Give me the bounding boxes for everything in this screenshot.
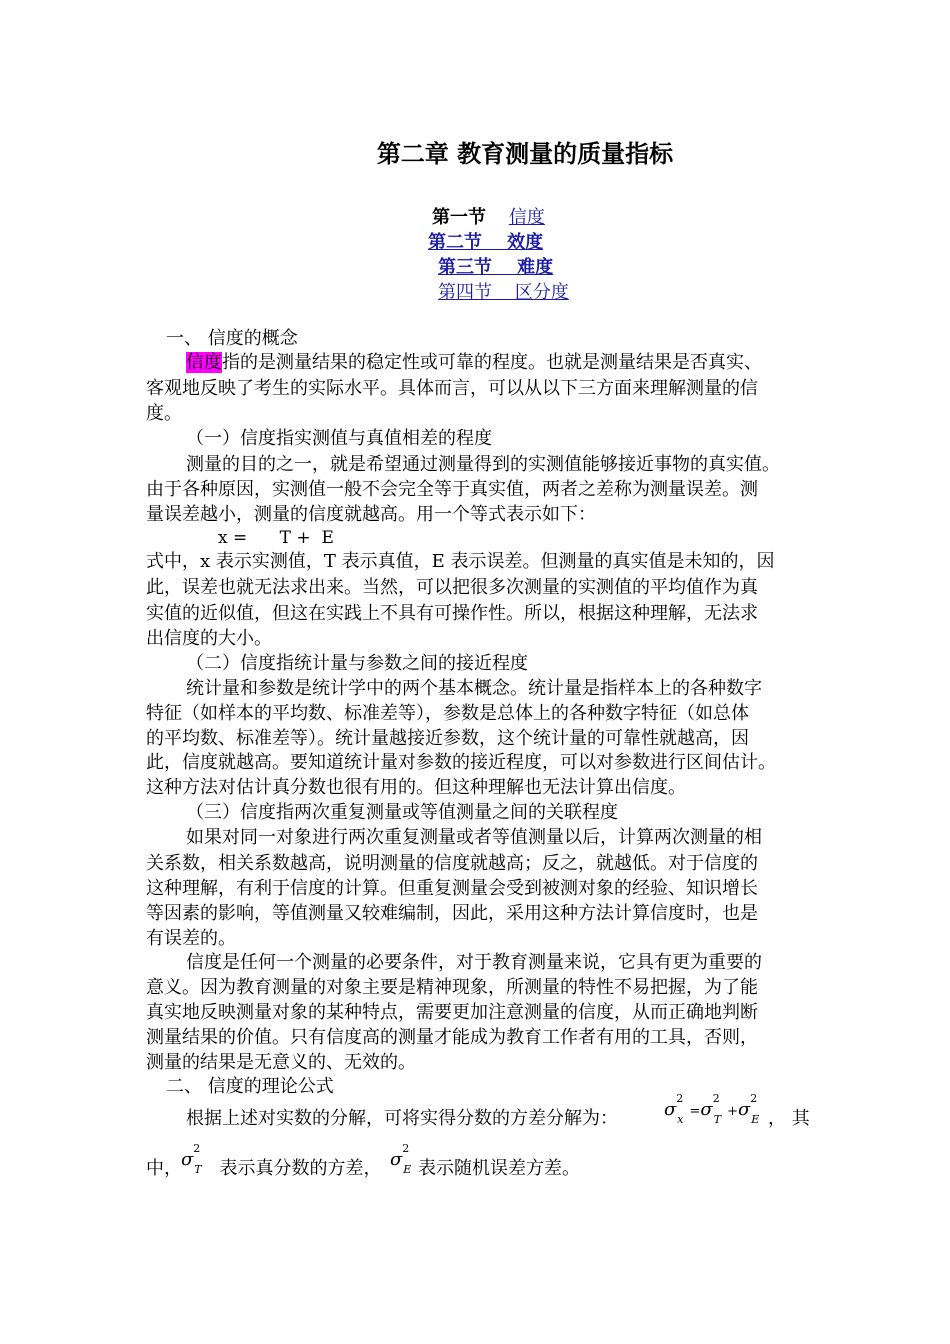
superscript: 2	[750, 1092, 758, 1105]
sec1-line-1	[186, 350, 762, 376]
sec1-line-2: 客观地反映了考生的实际水平。具体而言，可以从以下三方面来理解测量的信	[146, 378, 758, 399]
sub3-line-3: 这种理解，有利于信度的计算。但重复测量会受到被测对象的经验、知识增长	[146, 878, 758, 899]
toc-name-2: 效度	[507, 232, 544, 253]
toc-name-4: 区分度	[514, 282, 569, 303]
sub2-line-3: 的平均数、标准差等）。统计量越接近参数，这个统计量的可靠性就越高，因	[146, 728, 749, 749]
sigma-symbol: σ	[390, 1149, 403, 1170]
para-line-4: 测量结果的价值。只有信度高的测量才能成为教育工作者有用的工具，否则，	[146, 1027, 758, 1048]
sub1-line-6: 实值的近似值，但这在实践上不具有可操作性。所以，根据这种理解，无法求	[146, 603, 758, 624]
sub1-line-1: 测量的目的之一，就是希望通过测量得到的实测值能够接近事物的真实值。	[186, 454, 780, 475]
section-2-heading: 二、 信度的理论公式	[166, 1076, 334, 1097]
sub3-line-2: 关系数，相关系数越高，说明测量的信度就越高；反之，就越低。对于信度的	[146, 853, 758, 874]
para-line-3: 真实地反映测量对象的某种特点，需要更加注意测量的信度，从而正确地判断	[146, 1002, 758, 1023]
para-line-5: 测量的结果是无意义的、无效的。	[146, 1052, 416, 1073]
sub2-line-4: 此，信度就越高。要知道统计量对参数的接近程度，可以对参数进行区间估计。	[146, 752, 776, 773]
toc-link-validity[interactable]	[428, 228, 543, 254]
sub2-line-5: 这种方法对估计真分数也很有用的。但这种理解也无法计算出信度。	[146, 777, 686, 798]
sub-2-heading: （二）信度指统计量与参数之间的接近程度	[186, 653, 528, 674]
superscript: 2	[676, 1092, 684, 1105]
superscript: 2	[193, 1142, 201, 1155]
sub1-line-4: 式中，x 表示实测值，T 表示真值，E 表示误差。但测量的真实值是未知的，因	[146, 551, 775, 572]
sec2-line-1: 根据上述对实数的分解，可将实得分数的方差分解为：	[186, 1108, 618, 1129]
subscript-x: x	[677, 1112, 684, 1126]
sigma-e-formula	[390, 1142, 417, 1176]
sec2-line-2-a: 中，	[146, 1158, 182, 1179]
superscript: 2	[402, 1142, 410, 1155]
sub3-line-1: 如果对同一对象进行两次重复测量或者等值测量以后，计算两次测量的相	[186, 827, 762, 848]
sigma-t-formula	[181, 1142, 208, 1176]
para-line-2: 意义。因为教育测量的对象主要是精神现象，所测量的特性不易把握，为了能	[146, 977, 758, 998]
subscript-t: T	[713, 1112, 722, 1126]
toc-num-3: 第三节	[438, 257, 492, 278]
para-line-1: 信度是任何一个测量的必要条件，对于教育测量来说，它具有更为重要的	[186, 952, 762, 973]
sigma-symbol: σ	[700, 1099, 713, 1120]
formula-xte: x = T + E	[218, 528, 334, 548]
toc-name-3: 难度	[517, 257, 554, 278]
sub1-line-2: 由于各种原因，实测值一般不会完全等于真实值，两者之差称为测量误差。测	[146, 479, 758, 500]
sec1-line-1-rest: 指的是测量结果的稳定性或可靠的程度。也就是测量结果是否真实、	[222, 352, 762, 373]
highlighted-term: 信度	[186, 352, 222, 373]
sec2-line-2-c: 表示随机误差方差。	[418, 1158, 580, 1179]
sub2-line-1: 统计量和参数是统计学中的两个基本概念。统计量是指样本上的各种数字	[186, 678, 762, 699]
plus-sign: +	[727, 1104, 738, 1119]
toc-num-1: 第一节	[432, 207, 486, 228]
subscript-e: E	[751, 1112, 760, 1126]
toc-num-4: 第四节	[438, 282, 492, 303]
superscript: 2	[712, 1092, 720, 1105]
section-1-heading: 一、 信度的概念	[166, 328, 298, 349]
sub1-line-3: 量误差越小，测量的信度就越高。用一个等式表示如下：	[146, 504, 596, 525]
subscript-e: E	[403, 1162, 412, 1176]
toc-link-difficulty[interactable]	[438, 253, 553, 279]
sigma-symbol: σ	[181, 1149, 194, 1170]
chapter-title: 第二章 教育测量的质量指标	[376, 139, 674, 168]
sub1-line-5: 此，误差也就无法求出来。当然，可以把很多次测量的实测值的平均值作为真	[146, 577, 758, 598]
sec1-line-3: 度。	[146, 403, 182, 424]
sub2-line-2: 特征（如样本的平均数、标准差等），参数是总体上的各种数字特征（如总体	[146, 703, 749, 724]
sec2-line-2-b: 表示真分数的方差，	[208, 1158, 382, 1179]
sub-3-heading: （三）信度指两次重复测量或等值测量之间的关联程度	[186, 802, 618, 823]
toc-num-2: 第二节	[428, 232, 482, 253]
sigma-symbol: σ	[737, 1099, 751, 1120]
sec2-line-1-tail: ， 其	[768, 1108, 810, 1129]
toc-item-1	[432, 203, 545, 229]
toc-link-reliability[interactable]: 信度	[508, 207, 545, 228]
sub1-line-7: 出信度的大小。	[146, 628, 272, 649]
sub3-line-4: 等因素的影响，等值测量又较难编制，因此，采用这种方法计算信度时，也是	[146, 903, 758, 924]
sigma-symbol: σ	[664, 1099, 677, 1120]
sub-1-heading: （一）信度指实测值与真值相差的程度	[186, 428, 492, 449]
equals-sign: =	[689, 1104, 701, 1119]
sub3-line-5: 有误差的。	[146, 928, 236, 949]
toc-link-discrimination[interactable]	[438, 278, 569, 304]
subscript-t: T	[194, 1162, 202, 1176]
variance-formula	[664, 1092, 765, 1126]
